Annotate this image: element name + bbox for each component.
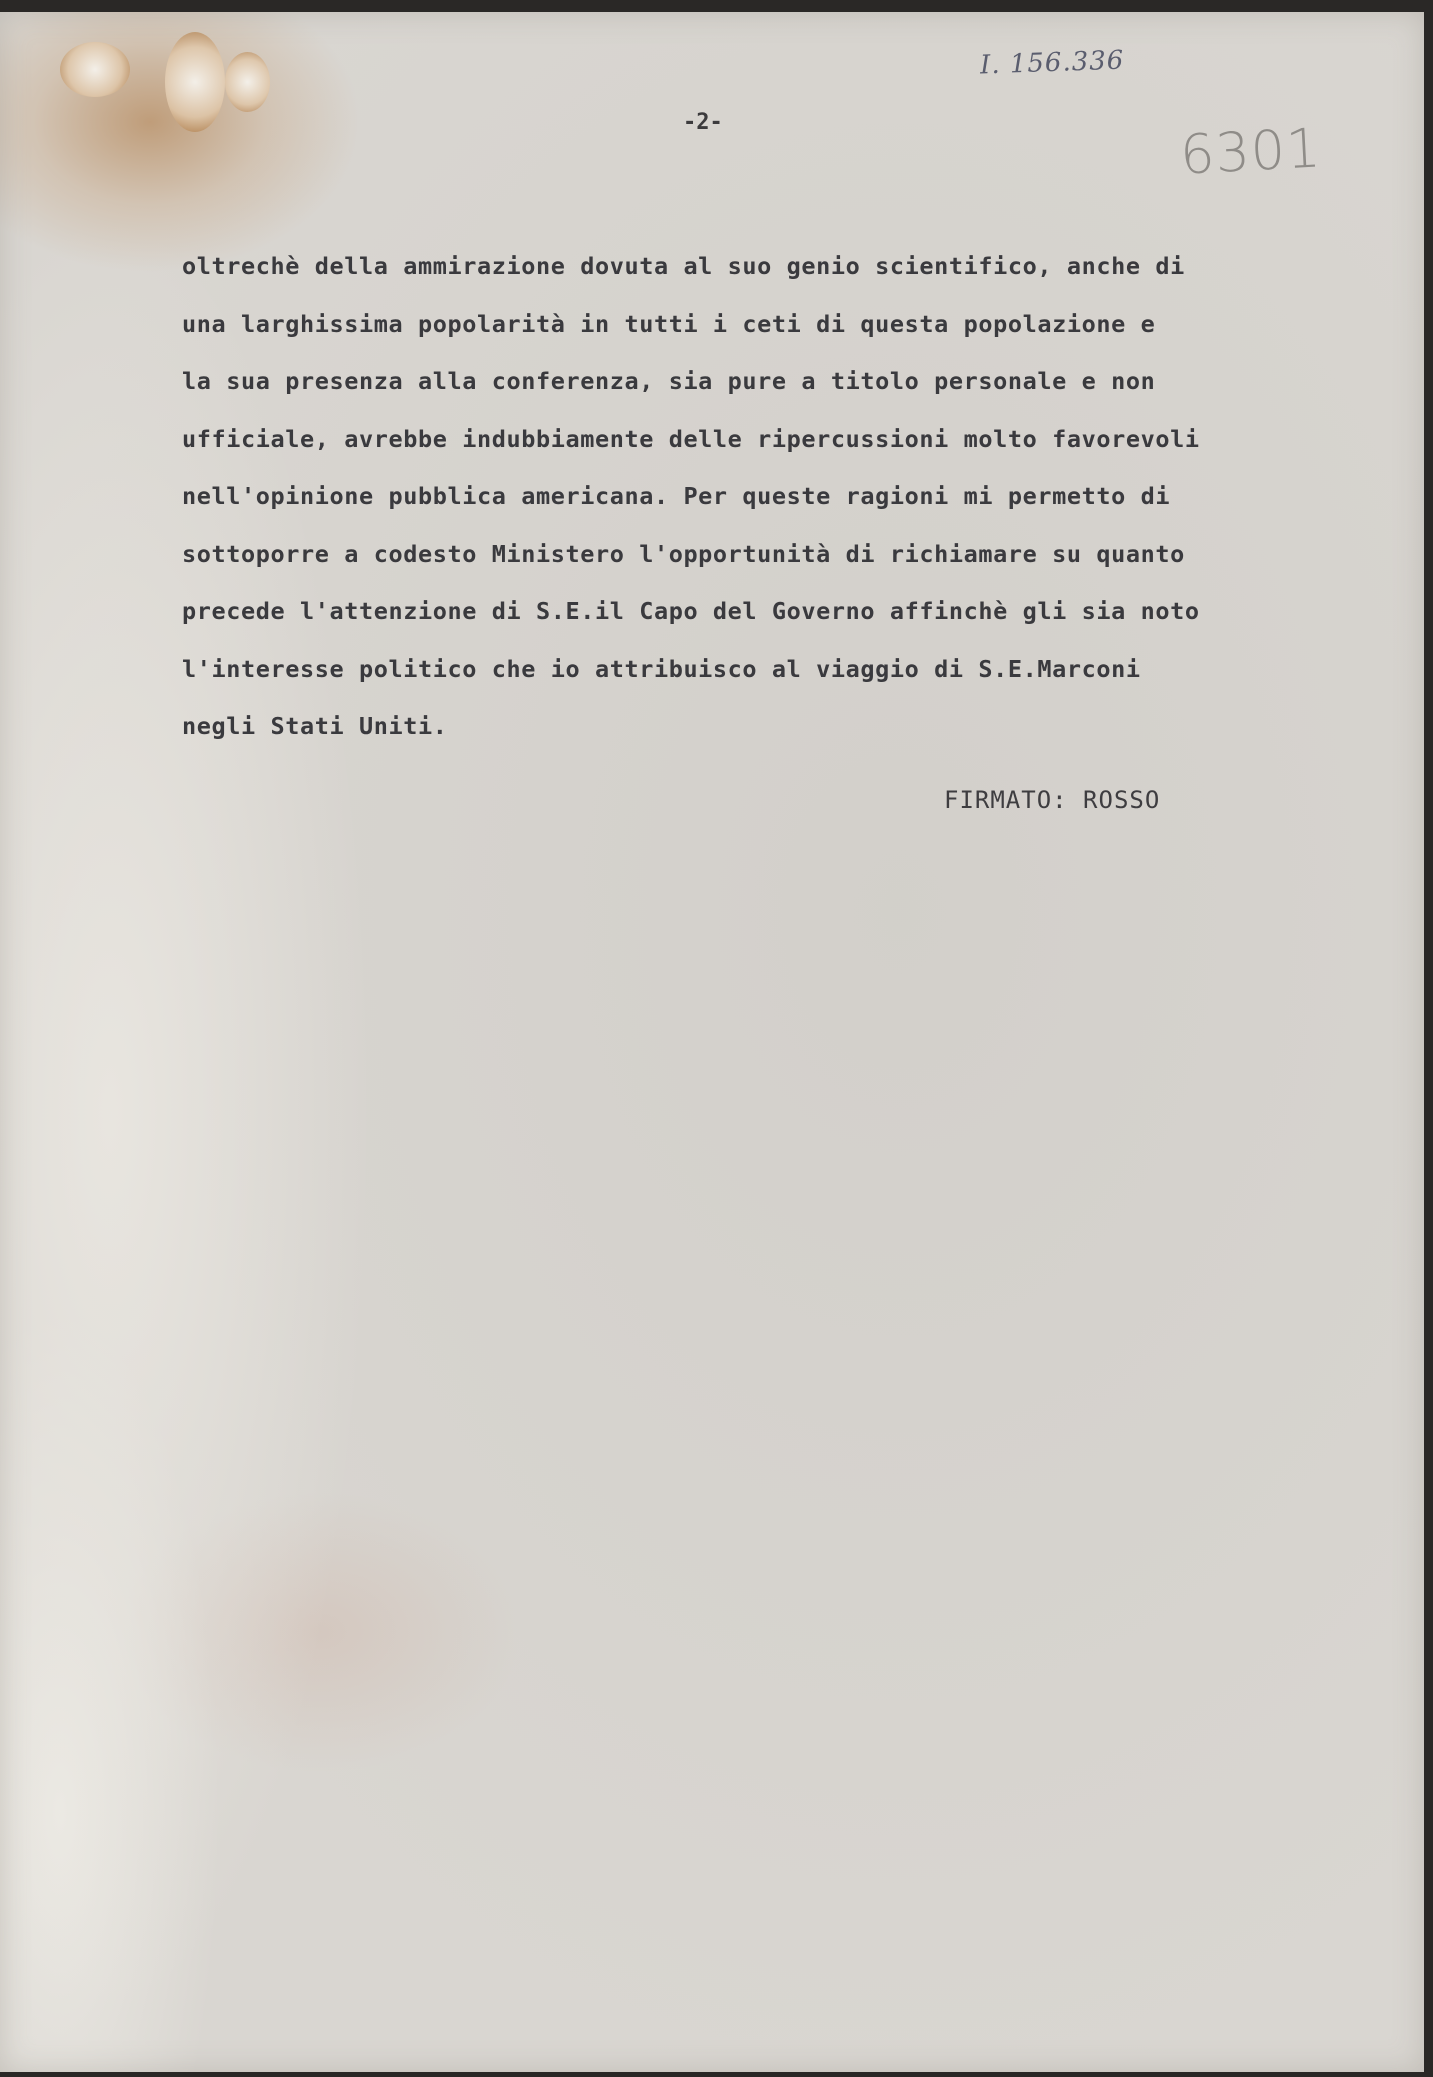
body-line: una larghissima popolarità in tutti i ceti di questa popolazione e [182, 309, 1156, 338]
pencil-annotation: 6301 [1178, 116, 1323, 187]
body-line: l'interesse politico che io attribuisco al viaggio di S.E.Marconi [182, 654, 1141, 683]
body-line: negli Stati Uniti. [182, 712, 448, 740]
body-line: nell'opinione pubblica americana. Per queste ragioni mi permetto di [182, 482, 1171, 510]
burn-hole [225, 52, 270, 112]
body-line: la sua presenza alla conferenza, sia pure a titolo personale e non [182, 367, 1156, 395]
document-page [0, 12, 1424, 2072]
archive-reference: I. 156.336 [979, 45, 1125, 81]
letter-body [182, 238, 1362, 756]
page-number: -2- [683, 110, 723, 135]
burn-hole [165, 32, 225, 132]
burn-hole [60, 42, 130, 97]
signature-line: FIRMATO: ROSSO [944, 786, 1161, 814]
body-line: precede l'attenzione di S.E.il Capo del Governo affinchè gli sia noto [182, 597, 1200, 625]
body-line: sottoporre a codesto Ministero l'opportunità di richiamare su quanto [182, 539, 1185, 568]
body-line: oltrechè della ammirazione dovuta al suo genio scientifico, anche di [182, 252, 1185, 280]
body-line: ufficiale, avrebbe indubbiamente delle ripercussioni molto favorevoli [182, 424, 1200, 453]
